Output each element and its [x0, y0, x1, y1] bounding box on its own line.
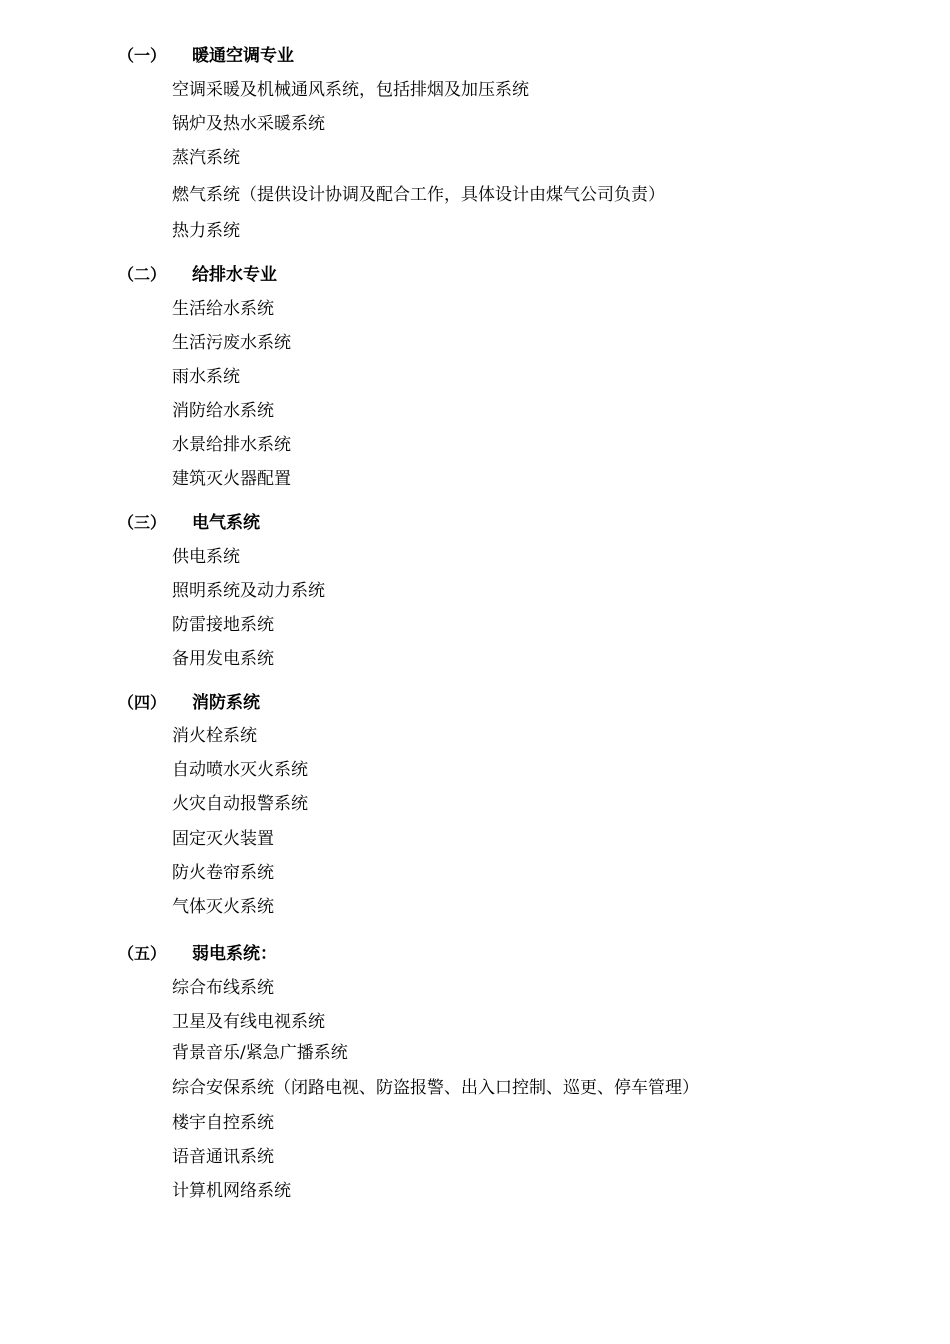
section-heading: 电气系统	[192, 513, 260, 533]
list-item: 蒸汽系统	[172, 148, 240, 168]
section-number: （二）	[118, 265, 167, 284]
list-item: 防火卷帘系统	[172, 863, 274, 883]
list-item: 生活污废水系统	[172, 333, 291, 353]
section-number: （四）	[118, 693, 167, 712]
list-item: 综合布线系统	[172, 978, 274, 998]
list-item: 语音通讯系统	[172, 1147, 274, 1167]
list-item: 照明系统及动力系统	[172, 581, 325, 601]
list-item: 建筑灭火器配置	[172, 469, 291, 489]
section-number: （五）	[118, 944, 167, 963]
list-item: 卫星及有线电视系统	[172, 1012, 325, 1032]
list-item: 水景给排水系统	[172, 435, 291, 455]
list-item: 计算机网络系统	[172, 1181, 291, 1201]
list-item: 锅炉及热水采暖系统	[172, 114, 325, 134]
list-item: 楼宇自控系统	[172, 1113, 274, 1133]
list-item: 消火栓系统	[172, 726, 257, 746]
list-item: 生活给水系统	[172, 299, 274, 319]
list-item: 供电系统	[172, 547, 240, 567]
section-heading: 给排水专业	[192, 265, 277, 285]
list-item: 燃气系统（提供设计协调及配合工作，具体设计由煤气公司负责）	[172, 185, 665, 205]
list-item: 综合安保系统（闭路电视、防盗报警、出入口控制、巡更、停车管理）	[172, 1078, 699, 1098]
section-number: （三）	[118, 513, 167, 532]
section-heading: 弱电系统：	[192, 944, 277, 964]
list-item: 背景音乐/紧急广播系统	[172, 1043, 348, 1063]
list-item: 火灾自动报警系统	[172, 794, 308, 814]
list-item: 雨水系统	[172, 367, 240, 387]
section-heading: 暖通空调专业	[192, 46, 294, 66]
section-number: （一）	[118, 46, 167, 65]
list-item: 防雷接地系统	[172, 615, 274, 635]
list-item: 备用发电系统	[172, 649, 274, 669]
section-heading: 消防系统	[192, 693, 260, 713]
list-item: 固定灭火装置	[172, 829, 274, 849]
list-item: 空调采暖及机械通风系统，包括排烟及加压系统	[172, 80, 529, 100]
list-item: 自动喷水灭火系统	[172, 760, 308, 780]
list-item: 消防给水系统	[172, 401, 274, 421]
list-item: 热力系统	[172, 221, 240, 241]
list-item: 气体灭火系统	[172, 897, 274, 917]
